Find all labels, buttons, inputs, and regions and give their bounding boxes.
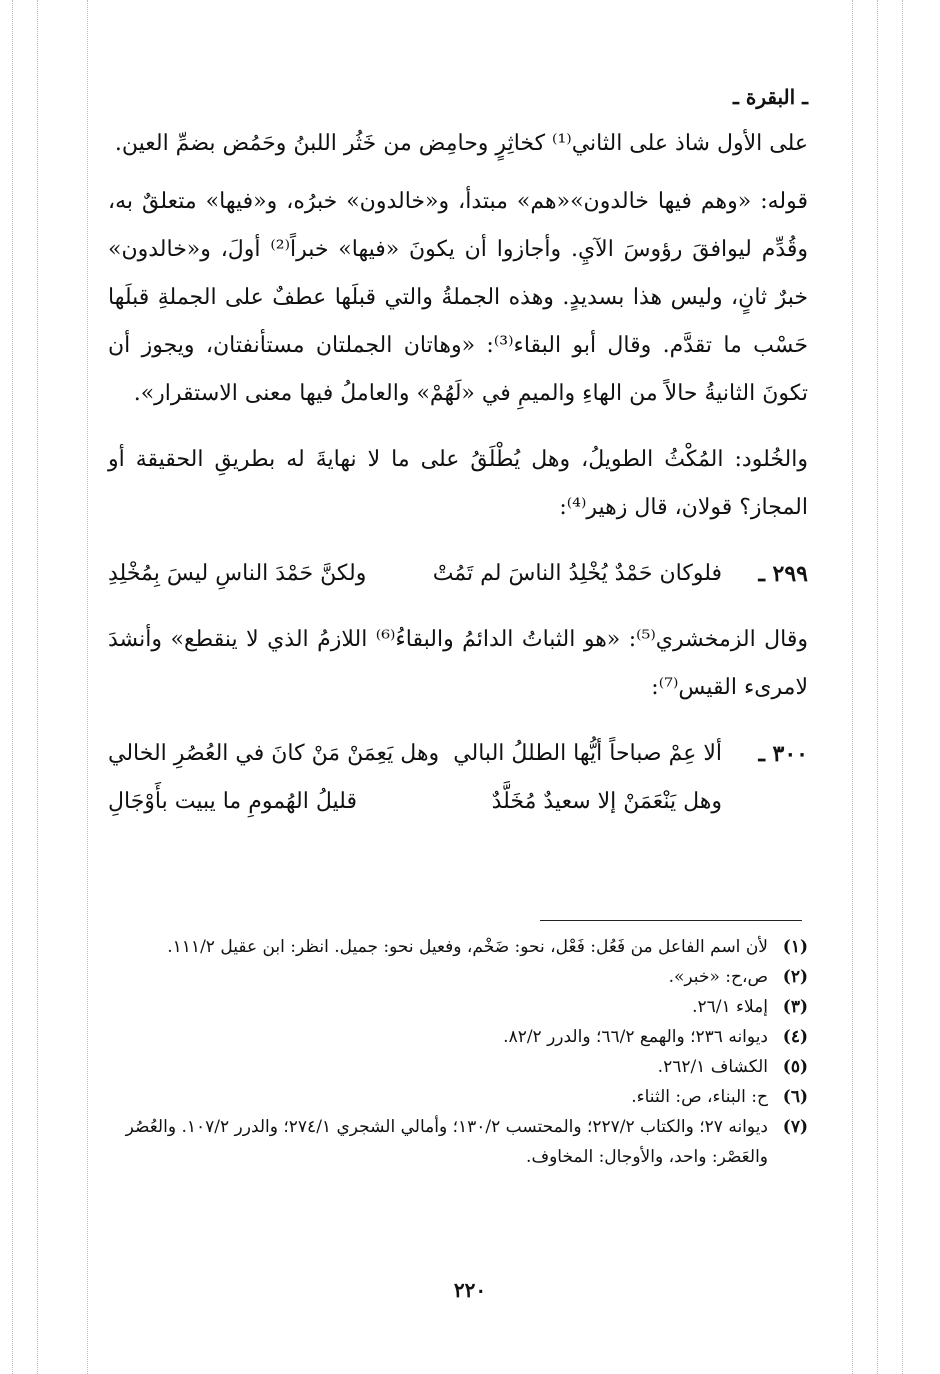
footnote (108, 1082, 808, 1112)
guide-line (37, 0, 38, 1374)
verse-300-line-1 (108, 730, 808, 778)
footnote-text: الكشاف ٢٦٢/١. (657, 1057, 768, 1077)
footnote-text: ديوانه ٢٧؛ والكتاب ٢٢٧/٢؛ والمحتسب ١٣٠/٢؛ وأمالي الشجري ٢٧٤/١؛ والدرر ١٠٧/٢. والعُصُر والعَصْر: واحد، والأوجال: المخاوف. (125, 1117, 768, 1167)
paragraph: على الأول شاذ على الثاني⁽¹⁾ كخاثِرٍ وحامِض من خَثُر اللبنُ وحَمُض بضمِّ العين. (114, 131, 808, 156)
footnote-text: ديوانه ٢٣٦؛ والهمع ٦٦/٢؛ والدرر ٨٢/٢. (503, 1027, 768, 1047)
footnote (108, 992, 808, 1022)
footnote (108, 932, 808, 962)
footnote-text: ح: البناء، ص: الثناء. (631, 1087, 768, 1107)
guide-line (12, 0, 13, 1374)
footnotes (108, 932, 808, 1172)
footnote (108, 1112, 808, 1172)
footnote-number: (٦) (782, 1087, 808, 1107)
footnote-number: (٣) (782, 997, 808, 1017)
footnote-number: (٧) (782, 1117, 808, 1137)
verse-number: ٣٠٠ ـ (758, 741, 808, 767)
footnote-separator (540, 920, 802, 921)
paragraph: وقال الزمخشري⁽⁵⁾: «هو الثباتُ الدائمُ والبقاءُ⁽⁶⁾ اللازمُ الذي لا ينقطع» وأنشدَ لامرىء القيس⁽⁷⁾: (108, 627, 808, 700)
running-header: ـ البقرة ـ (733, 85, 808, 109)
footnote-number: (٥) (782, 1057, 808, 1077)
verse-300-line-2 (108, 778, 808, 826)
guide-line (87, 0, 88, 1374)
footnote-number: (٢) (782, 967, 808, 987)
guide-line (877, 0, 878, 1374)
footnote-number: (١) (782, 937, 808, 957)
footnote-text: ص،ح: «خبر». (668, 967, 768, 987)
main-text (108, 120, 808, 826)
verse-hemistich-first: وهل يَنْعَمَنْ إلا سعيدٌ مُخَلَّدٌ (491, 789, 722, 814)
guide-line (902, 0, 903, 1374)
verse-299 (108, 550, 808, 598)
page-number: ٢٢٠ (453, 1278, 487, 1302)
page-body (108, 80, 808, 826)
footnote-text: لأن اسم الفاعل من فَعُل: فَعْل، نحو: ضَخْم، وفعيل نحو: جميل. انظر: ابن عقيل ١١١/٢. (167, 937, 768, 957)
verse-hemistich-second: ولكنَّ حَمْدَ الناسِ ليسَ بِمُخْلِدِ (108, 561, 367, 586)
verse-hemistich-second: قليلُ الهُمومِ ما يبيت بأَوْجَالِ (108, 789, 357, 814)
verse-hemistich-second: وهل يَعِمَنْ مَنْ كانَ في العُصُرِ الخالي (108, 741, 440, 766)
verse-hemistich-first: فلوكان حَمْدٌ يُخْلِدُ الناسَ لم تَمُتْ (432, 561, 722, 586)
footnote (108, 1022, 808, 1052)
footnote-number: (٤) (782, 1027, 808, 1047)
footnote (108, 1052, 808, 1082)
guide-line (852, 0, 853, 1374)
footnote-text: إملاء ٢٦/١. (692, 997, 768, 1017)
paragraph: قوله: «وهم فيها خالدون»«هم» مبتدأ، و«خالدون» خبرُه، و«فيها» متعلقٌ به، وقُدِّم ليوافقَ رؤوسَ الآيِ. وأجازوا أن يكونَ «فيها» خبراً⁽²⁾ أولَ، و«خالدون» خبرٌ ثانٍ، وليس هذا بسديدٍ. وهذه الجملةُ والتي قبلَها عطفٌ على الجملةِ قبلَها حَسْب ما تقدَّم. وقال أبو البقاء⁽³⁾: «وهاتان الجملتان مستأنفتان، ويجوز أن تكونَ الثانيةُ حالاً من الهاءِ والميمِ في «لَهُمْ» والعاملُ فيها معنى الاستقرار». (108, 189, 809, 406)
verse-hemistich-first: ألا عِمْ صباحاً أيُّها الطللُ البالي (453, 741, 722, 766)
verse-number: ٢٩٩ ـ (758, 561, 808, 587)
paragraph: والخُلود: المُكْثُ الطويلُ، وهل يُطْلَقُ على ما لا نهايةَ له بطريقِ الحقيقة أو المجاز؟ قولان، قال زهير⁽⁴⁾: (108, 447, 808, 520)
footnote (108, 962, 808, 992)
